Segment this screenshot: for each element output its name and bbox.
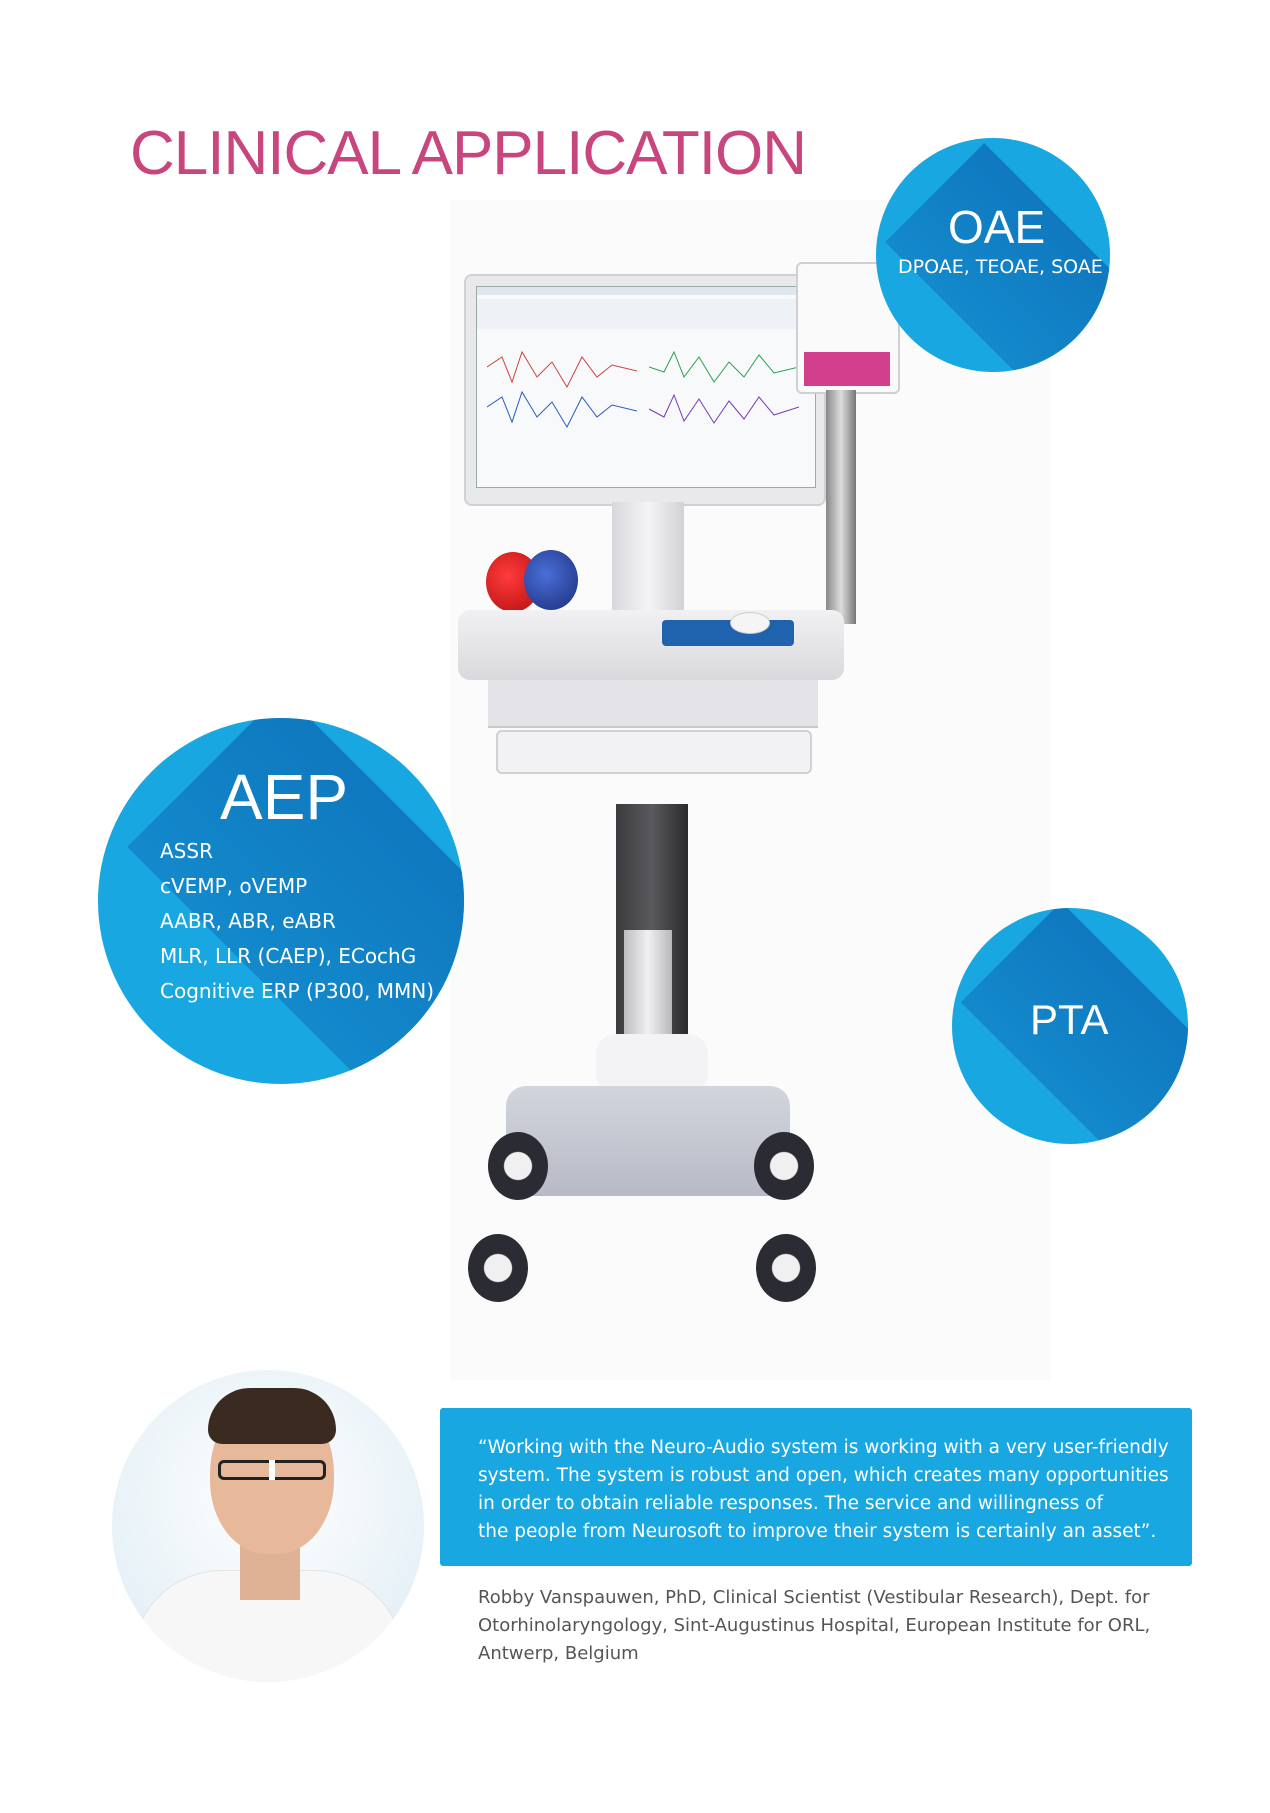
testimonial-quote bbox=[478, 1434, 1178, 1546]
aep-list-item: cVEMP, oVEMP bbox=[160, 874, 308, 898]
page-title: CLINICAL APPLICATION bbox=[130, 119, 806, 188]
portrait-hair bbox=[208, 1388, 336, 1444]
oae-heading: OAE bbox=[948, 201, 1046, 253]
quote-line: “Working with the Neuro-Audio system is working with a very user-friendly bbox=[478, 1437, 1169, 1458]
portrait-photo bbox=[112, 1370, 424, 1682]
wheel bbox=[754, 1132, 814, 1200]
waveform-left bbox=[487, 337, 637, 447]
quote-line: system. The system is robust and open, which creates many opportunities bbox=[478, 1465, 1169, 1486]
pta-heading: PTA bbox=[1030, 996, 1109, 1043]
aep-list bbox=[160, 834, 434, 1009]
mousepad bbox=[662, 620, 794, 646]
headphone-blue bbox=[524, 550, 578, 610]
attribution-line: Antwerp, Belgium bbox=[478, 1643, 639, 1664]
aep-circle bbox=[98, 718, 464, 1084]
testimonial-attribution bbox=[478, 1584, 1198, 1668]
attribution-line: Otorhinolaryngology, Sint-Augustinus Hospital, European Institute for ORL, bbox=[478, 1615, 1151, 1636]
wheel bbox=[488, 1132, 548, 1200]
quote-line: in order to obtain reliable responses. The service and willingness of bbox=[478, 1493, 1103, 1514]
aep-list-item: Cognitive ERP (P300, MMN) bbox=[160, 979, 435, 1003]
aep-list-item: MLR, LLR (CAEP), ECochG bbox=[160, 944, 417, 968]
monitor-stand bbox=[612, 502, 684, 614]
screen-menubar bbox=[477, 287, 815, 295]
cart-drawer bbox=[488, 680, 818, 728]
device-arm bbox=[826, 390, 856, 624]
cart-base bbox=[506, 1086, 790, 1196]
keyboard bbox=[496, 730, 812, 774]
portrait-glasses bbox=[218, 1460, 326, 1480]
attribution-line: Robby Vanspauwen, PhD, Clinical Scientist (Vestibular Research), Dept. for bbox=[478, 1587, 1150, 1608]
aep-heading: AEP bbox=[220, 761, 349, 833]
mouse bbox=[730, 612, 770, 634]
wheel bbox=[468, 1234, 528, 1302]
quote-line: the people from Neurosoft to improve their system is certainly an asset”. bbox=[478, 1521, 1157, 1542]
monitor-screen bbox=[476, 286, 816, 488]
device-label-panel bbox=[804, 352, 890, 386]
pta-circle bbox=[952, 908, 1188, 1144]
oae-circle bbox=[876, 138, 1110, 372]
cart-column-lower bbox=[624, 930, 672, 1050]
cart-collar bbox=[596, 1034, 708, 1094]
waveform-right bbox=[649, 337, 799, 447]
aep-list-item: ASSR bbox=[160, 839, 213, 863]
screen-toolbar bbox=[477, 299, 815, 329]
oae-subtitle: DPOAE, TEOAE, SOAE bbox=[898, 256, 1103, 278]
aep-list-item: AABR, ABR, eABR bbox=[160, 909, 336, 933]
wheel bbox=[756, 1234, 816, 1302]
